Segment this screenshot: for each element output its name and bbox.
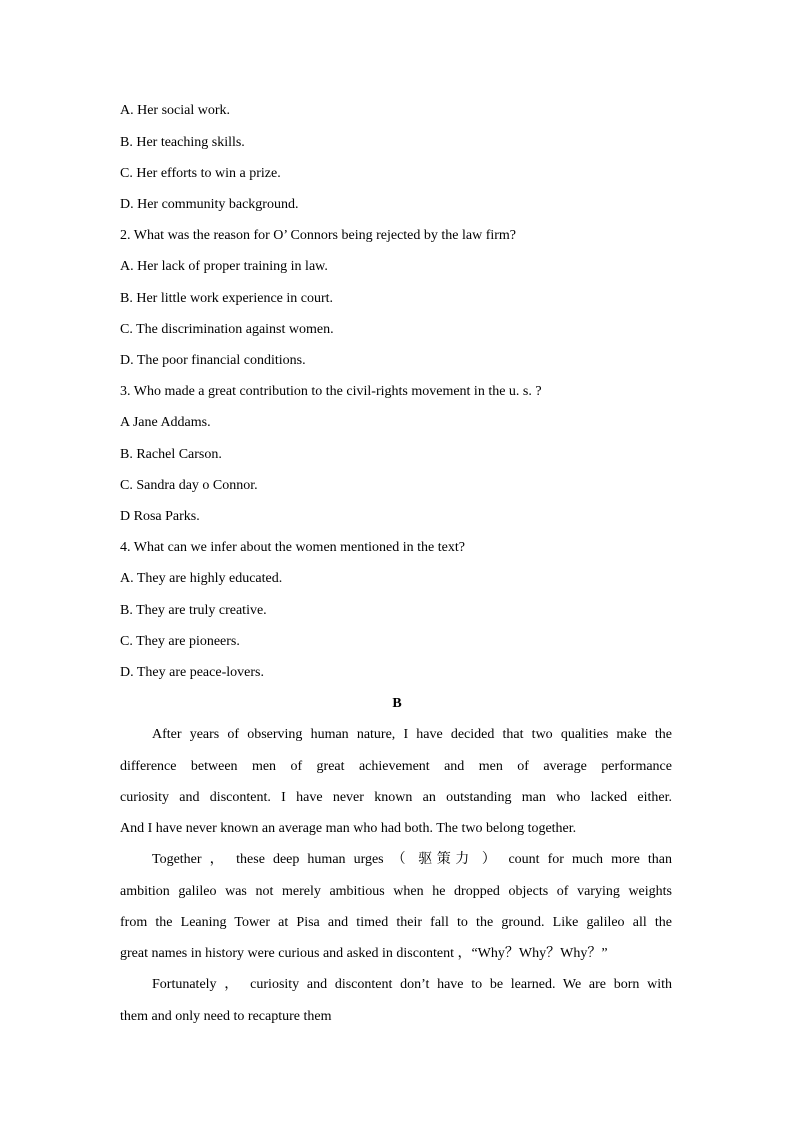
q3-option-a: A Jane Addams. <box>120 415 211 430</box>
q2-option-b: B. Her little work experience in court. <box>120 291 334 306</box>
paragraph-line: Fortunately ， curiosity and discontent don’t have to be learned. We are born with <box>152 977 672 992</box>
q4-option-b: B. They are truly creative. <box>120 603 267 618</box>
paragraph-line: After years of observing human nature, I have decided that two qualities make the <box>152 727 672 742</box>
paragraph-line: curiosity and discontent. I have never known an outstanding man who lacked either. <box>120 790 672 805</box>
q1-option-b: B. Her teaching skills. <box>120 135 245 150</box>
q3-stem: 3. Who made a great contribution to the civil-rights movement in the u. s. ? <box>120 384 542 399</box>
paragraph-line: great names in history were curious and asked in discontent ，“Why？Why？Why？” <box>120 946 608 961</box>
q4-stem: 4. What can we infer about the women mentioned in the text? <box>120 540 465 555</box>
q2-option-a: A. Her lack of proper training in law. <box>120 259 328 274</box>
q3-option-c: C. Sandra day o Connor. <box>120 478 258 493</box>
paragraph-line: them and only need to recapture them <box>120 1009 332 1024</box>
paragraph-line: difference between men of great achievement and men of average performance <box>120 759 672 774</box>
q1-option-a: A. Her social work. <box>120 103 231 118</box>
paragraph-line: from the Leaning Tower at Pisa and timed their fall to the ground. Like galileo all the <box>120 915 672 930</box>
q1-option-d: D. Her community background. <box>120 197 299 212</box>
paragraph-line: ambition galileo was not merely ambitious when he dropped objects of varying weights <box>120 884 672 899</box>
q2-option-d: D. The poor financial conditions. <box>120 353 306 368</box>
q3-option-b: B. Rachel Carson. <box>120 447 222 462</box>
q2-option-c: C. The discrimination against women. <box>120 322 334 337</box>
paragraph-line: Together ， these deep human urges （ 驱策力 ） count for much more than <box>152 852 672 867</box>
q4-option-c: C. They are pioneers. <box>120 634 240 649</box>
q2-stem: 2. What was the reason for O’ Connors being rejected by the law firm? <box>120 228 517 243</box>
q4-option-d: D. They are peace-lovers. <box>120 665 264 680</box>
q1-option-c: C. Her efforts to win a prize. <box>120 166 281 181</box>
q3-option-d: D Rosa Parks. <box>120 509 200 524</box>
section-b-heading: B <box>392 696 402 711</box>
paragraph-line: And I have never known an average man who had both. The two belong together. <box>120 821 577 836</box>
q4-option-a: A. They are highly educated. <box>120 571 283 586</box>
